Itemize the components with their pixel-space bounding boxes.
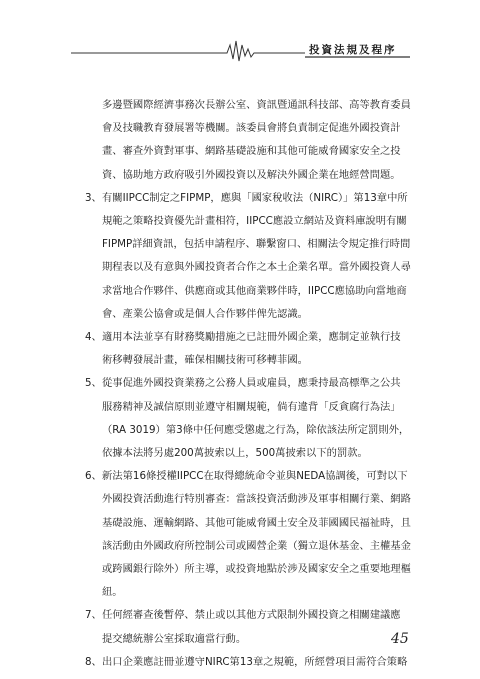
item-number: 7、	[85, 609, 102, 622]
page-header	[0, 0, 480, 70]
list-item-4	[85, 326, 422, 372]
list-item-8	[85, 651, 422, 674]
header-title: 投資法規及程序	[309, 44, 397, 56]
text-line: 服務精神及誠信原則並遵守相關規範，倘有違背「反貪腐行為法」	[102, 400, 401, 413]
document-body	[85, 94, 422, 674]
text-line: 紐。	[102, 586, 123, 599]
list-item-3	[85, 187, 422, 326]
text-line: 多邊暨國際經濟事務次長辦公室、資訊暨通訊科技部、高等教育委員	[102, 99, 411, 111]
text-line: 依據本法將另處200萬披索以上，500萬披索以下的罰款。	[102, 447, 368, 460]
text-line: 術移轉發展計畫，確保相關技術可移轉菲國。	[102, 354, 308, 367]
continuation-paragraph	[102, 94, 422, 187]
item-number: 6、	[85, 470, 102, 483]
header-decoration	[0, 0, 480, 70]
text-line: 資、協助地方政府吸引外國投資以及解決外國企業在地經營問題。	[102, 168, 401, 181]
text-line: 求當地合作夥伴、供應商或其他商業夥伴時，IIPCC應協助向當地商	[102, 284, 407, 297]
text-line: 會、產業公協會或是個人合作夥伴俾先認識。	[102, 307, 308, 320]
list-item-6	[85, 465, 422, 604]
text-line: 畫、審查外資對軍事、網路基礎設施和其他可能威脅國家安全之投	[102, 145, 401, 158]
text-line: 會及技職教育發展署等機關。該委員會將負責制定促進外國投資計	[102, 122, 401, 135]
text-line: FIPMP詳細資訊，包括申請程序、聯繫窗口、相關法令規定推行時間	[102, 238, 411, 251]
heartbeat-icon	[222, 41, 258, 61]
text-line: （RA 3019）第3條中任何應受懲處之行為，除依該法所定罰則外，	[102, 423, 410, 436]
item-number: 3、	[85, 191, 102, 204]
text-line: 提交總統辦公室採取適當行動。	[102, 632, 247, 645]
text-line: 期程表以及有意與外國投資者合作之本土企業名單。當外國投資人尋	[102, 261, 411, 274]
item-number: 5、	[85, 377, 102, 390]
text-line: 或跨國銀行除外）所主導，或投資地點於涉及國家安全之重要地理樞	[102, 563, 411, 576]
text-line: 該活動由外國政府所控制公司或國營企業（獨立退休基金、主權基金	[102, 539, 411, 552]
list-item-7	[85, 604, 422, 650]
list-item-5	[85, 372, 422, 465]
text-line: 規範之策略投資優先計畫相符，IIPCC應設立網站及資料庫說明有關	[102, 215, 407, 228]
text-line: 出口企業應註冊並遵守NIRC第13章之規範，所經營項目需符合策略	[102, 655, 408, 668]
page-number: 45	[391, 631, 409, 647]
text-line: 從事促進外國投資業務之公務人員或雇員，應秉持最高標準之公共	[102, 377, 401, 390]
text-line: 新法第16條授權IIPCC在取得總統命令並與NEDA協調後，可對以下	[102, 470, 408, 483]
text-line: 任何經審查後暫停、禁止或以其他方式限制外國投資之相關建議應	[102, 609, 401, 622]
item-number: 4、	[85, 331, 102, 344]
text-line: 基礎設施、運輸網路、其他可能威脅國土安全及菲國國民福祉時，且	[102, 516, 411, 529]
text-line: 有關IIPCC制定之FIPMP，應與「國家稅收法（NIRC）」第13章中所	[102, 191, 408, 204]
text-line: 外國投資活動進行特別審查：當該投資活動涉及軍事相關行業、網路	[102, 493, 411, 506]
item-number: 8、	[85, 655, 102, 668]
text-line: 適用本法並享有財務獎勵措施之已註冊外國企業，應制定並執行技	[102, 331, 401, 344]
